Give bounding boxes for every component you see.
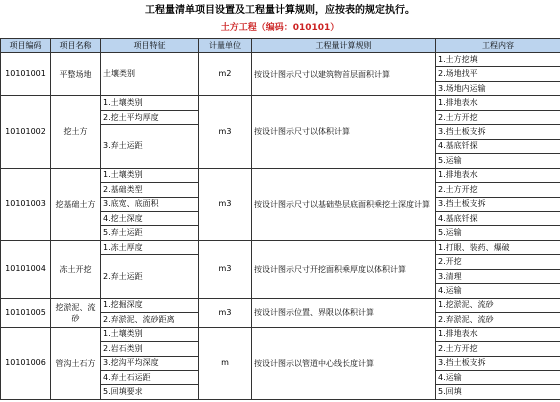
work-content-cell: 1.排地表水 (436, 96, 560, 110)
work-content-cell: 1.排地表水 (436, 168, 560, 182)
item-code-cell: 10101005 (1, 298, 51, 327)
work-content-cell: 3.挡土板支拆 (436, 356, 560, 370)
table-header-row (1, 39, 560, 53)
feature-cell: 1.土壤类别 (101, 327, 199, 341)
work-content-cell: 1.打眼、装药、爆破 (436, 240, 560, 254)
header-features: 项目特征 (101, 39, 199, 53)
item-name-cell: 挖基础土方 (51, 168, 101, 240)
work-content-cell: 3.挡土板支拆 (436, 197, 560, 211)
work-content-cell: 2.土方开挖 (436, 342, 560, 356)
header-unit: 计量单位 (199, 39, 252, 53)
feature-cell: 3.底宽、底面积 (101, 197, 199, 211)
rule-cell: 按设计图示以管道中心线长度计算 (252, 327, 436, 399)
feature-cell: 2.弃淤泥、流砂距离 (101, 313, 199, 327)
work-content-cell: 4.运输 (436, 284, 560, 298)
item-name-cell: 挖土方 (51, 96, 101, 168)
table-body (1, 53, 560, 400)
rule-cell: 按设计图示尺寸开挖面积乘厚度以体积计算 (252, 240, 436, 298)
work-content-cell: 2.土方开挖 (436, 110, 560, 124)
feature-cell: 3.挖沟平均深度 (101, 356, 199, 370)
feature-cell: 1.土壤类别 (101, 168, 199, 182)
feature-cell: 3.弃土运距 (101, 125, 199, 168)
header-code: 项目编码 (1, 39, 51, 53)
feature-cell: 1.冻土厚度 (101, 240, 199, 254)
table-row (1, 168, 560, 182)
work-content-cell: 4.运输 (436, 370, 560, 384)
item-code-cell: 10101004 (1, 240, 51, 298)
unit-cell: m3 (199, 298, 252, 327)
feature-cell: 土壤类别 (101, 53, 199, 96)
unit-cell: m3 (199, 168, 252, 240)
table-row (1, 240, 560, 254)
feature-cell: 4.弃土石运距 (101, 370, 199, 384)
unit-cell: m3 (199, 96, 252, 168)
bill-of-quantities-table (0, 38, 560, 400)
unit-cell: m (199, 327, 252, 399)
feature-cell: 1.土壤类别 (101, 96, 199, 110)
work-content-cell: 1.挖淤泥、流砂 (436, 298, 560, 312)
rule-cell: 按设计图示尺寸以基础垫层底面积乘挖土深度计算 (252, 168, 436, 240)
rule-cell: 按设计图示尺寸以体积计算 (252, 96, 436, 168)
unit-cell: m3 (199, 240, 252, 298)
rule-cell: 按设计图示尺寸以建筑物首层面积计算 (252, 53, 436, 96)
work-content-cell: 2.弃淤泥、流砂 (436, 313, 560, 327)
feature-cell: 2.基础类型 (101, 183, 199, 197)
item-name-cell: 挖淤泥、流砂 (51, 298, 101, 327)
work-content-cell: 2.场地找平 (436, 67, 560, 81)
feature-cell: 5.弃土运距 (101, 226, 199, 240)
feature-cell: 2.挖土平均厚度 (101, 110, 199, 124)
work-content-cell: 3.场地内运输 (436, 81, 560, 95)
feature-cell: 2.弃土运距 (101, 255, 199, 298)
item-code-cell: 10101006 (1, 327, 51, 399)
work-content-cell: 5.回填 (436, 385, 560, 400)
table-row (1, 53, 560, 67)
rule-cell: 按设计图示位置、界限以体积计算 (252, 298, 436, 327)
work-content-cell: 2.土方开挖 (436, 183, 560, 197)
work-content-cell: 5.运输 (436, 154, 560, 168)
item-code-cell: 10101003 (1, 168, 51, 240)
work-content-cell: 3.清理 (436, 269, 560, 283)
work-content-cell: 4.基底钎探 (436, 139, 560, 153)
item-name-cell: 管沟土石方 (51, 327, 101, 399)
work-content-cell: 3.挡土板支拆 (436, 125, 560, 139)
header-rule: 工程量计算规则 (252, 39, 436, 53)
header-name: 项目名称 (51, 39, 101, 53)
item-name-cell: 平整场地 (51, 53, 101, 96)
section-title: 土方工程（编码：010101） (220, 23, 340, 33)
table-row (1, 96, 560, 110)
header-work: 工程内容 (436, 39, 560, 53)
feature-cell: 1.挖掘深度 (101, 298, 199, 312)
item-name-cell: 冻土开挖 (51, 240, 101, 298)
table-row (1, 298, 560, 312)
item-code-cell: 10101002 (1, 96, 51, 168)
work-content-cell: 2.开挖 (436, 255, 560, 269)
feature-cell: 5.回填要求 (101, 385, 199, 400)
work-content-cell: 1.土方挖填 (436, 53, 560, 67)
unit-cell: m2 (199, 53, 252, 96)
work-content-cell: 1.排地表水 (436, 327, 560, 341)
work-content-cell: 4.基底钎探 (436, 211, 560, 225)
feature-cell: 2.岩石类别 (101, 342, 199, 356)
feature-cell: 4.挖土深度 (101, 211, 199, 225)
document-title: 工程量清单项目设置及工程量计算规则，应按表的规定执行。 (145, 5, 415, 16)
item-code-cell: 10101001 (1, 53, 51, 96)
work-content-cell: 5.运输 (436, 226, 560, 240)
table-row (1, 327, 560, 341)
